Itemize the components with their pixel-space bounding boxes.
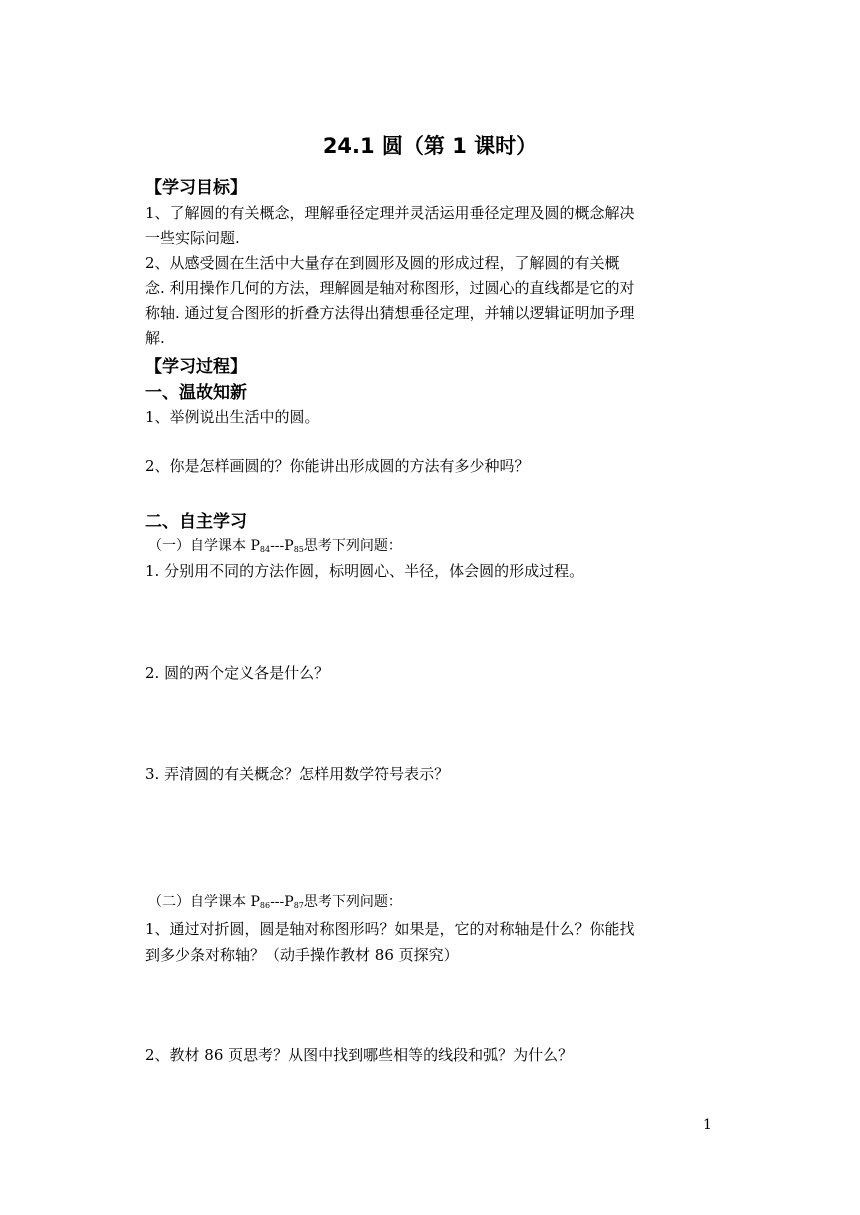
part-2-page-a: 86	[259, 901, 271, 910]
part-2-question-1-line-2: 到多少条对称轴？（动手操作教材 86 页探究）	[145, 946, 459, 964]
objective-2-line-3: 称轴. 通过复合图形的折叠方法得出猜想垂径定理，并辅以逻辑证明加予理	[145, 304, 635, 322]
process-heading: 【学习过程】	[145, 357, 247, 377]
part-2-page-b: 87	[293, 901, 304, 910]
objectives-heading: 【学习目标】	[145, 178, 247, 198]
section-2-heading: 二、自主学习	[145, 512, 247, 532]
self-study-part-1-intro	[148, 535, 402, 555]
section-1-question-2: 2、你是怎样画圆的？你能讲出形成圆的方法有多少种吗？	[145, 457, 530, 475]
part-2-suffix: 思考下列问题：	[303, 894, 402, 910]
part-1-prefix: （一）自学课本 P	[148, 538, 260, 554]
objective-1-line-1: 1、了解圆的有关概念，理解垂径定理并灵活运用垂径定理及圆的概念解决	[145, 204, 635, 222]
part-1-question-2: 2. 圆的两个定义各是什么？	[145, 664, 330, 682]
part-1-question-3: 3. 弄清圆的有关概念？怎样用数学符号表示？	[145, 765, 450, 783]
section-1-question-1: 1、举例说出生活中的圆。	[145, 408, 320, 426]
part-1-question-1: 1. 分别用不同的方法作圆，标明圆心、半径，体会圆的形成过程。	[145, 562, 585, 580]
objective-2-line-2: 念. 利用操作几何的方法，理解圆是轴对称图形，过圆心的直线都是它的对	[145, 279, 635, 297]
objective-2-line-4: 解.	[145, 329, 165, 347]
objective-2-line-1: 2、从感受圆在生活中大量存在到圆形及圆的形成过程，了解圆的有关概	[145, 254, 620, 272]
part-1-suffix: 思考下列问题：	[303, 538, 402, 554]
part-1-mid: ---P	[270, 538, 294, 554]
page-title: 24.1 圆（第 1 课时）	[322, 134, 538, 158]
part-1-page-a: 84	[259, 545, 271, 554]
objective-1-line-2: 一些实际问题.	[145, 229, 240, 247]
part-2-prefix: （二）自学课本 P	[148, 894, 260, 910]
self-study-part-2-intro	[148, 891, 402, 911]
part-2-mid: ---P	[270, 894, 294, 910]
page-number: 1	[703, 1117, 712, 1133]
part-2-question-1-line-1: 1、通过对折圆，圆是轴对称图形吗？如果是，它的对称轴是什么？你能找	[145, 920, 635, 938]
section-1-heading: 一、温故知新	[145, 383, 247, 403]
part-1-page-b: 85	[293, 545, 304, 554]
part-2-question-2: 2、教材 86 页思考？从图中找到哪些相等的线段和弧？为什么？	[145, 1046, 574, 1064]
